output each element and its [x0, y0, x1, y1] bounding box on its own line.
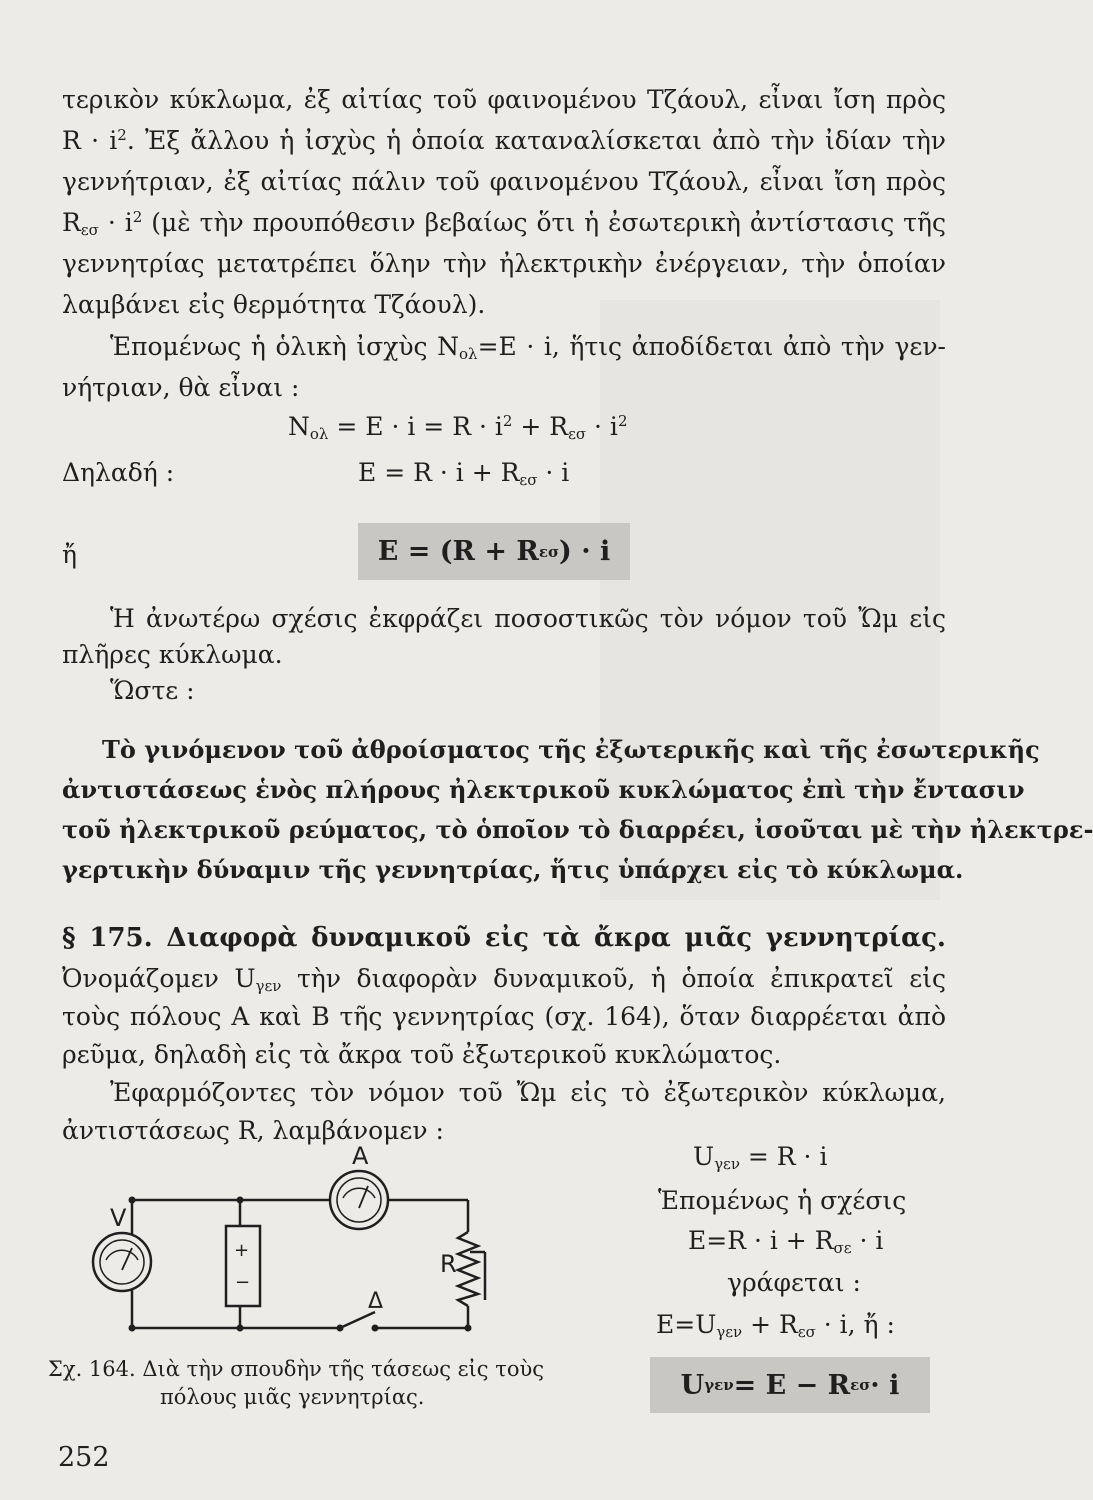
law-line3: τοῦ ἠλεκτρικοῦ ρεύματος, τὸ ὁποῖον τὸ διαρρέει, ἰσοῦται μὲ τὴν ἠλεκτρε- — [62, 815, 1093, 844]
law-line4: γερτικὴν δύναμιν τῆς γεννητρίας, ἥτις ὑπάρχει εἰς τὸ κύκλωμα. — [62, 855, 964, 884]
right-text-2: γράφεται : — [727, 1268, 861, 1297]
para1-line4: $R_{\varepsilon\sigma} \cdot i^2$ (μὲ τὴν προυπόθεσιν βεβαίως ὅτι ἡ ἐσωτερικὴ ἀντίστασις τῆς — [62, 208, 946, 239]
law-line2: ἀντιστάσεως ἑνὸς πλήρους ἠλεκτρικοῦ κυκλώματος ἐπὶ τὴν ἔντασιν — [62, 775, 1025, 804]
power-equation: $N_{o\lambda} = E \cdot i = R \cdot i^2 + R_{\varepsilon\sigma} \cdot i^2$ — [288, 412, 628, 443]
para2-line1: Ἑπομένως ἡ ὁλικὴ ἰσχὺς $N_{o\lambda}=E \cdot i$, ἥτις ἀποδίδεται ἀπὸ τὴν γεν- — [110, 332, 946, 363]
section-line2: τοὺς πόλους A καὶ B τῆς γεννητρίας (σχ. 164), ὅταν διαρρέεται ἀπὸ — [62, 1002, 946, 1031]
switch-blade — [340, 1312, 375, 1328]
para1-line3: γεννήτριαν, ἐξ αἰτίας πάλιν τοῦ φαινομένου Τζάουλ, εἶναι ἴση πρὸς — [62, 167, 946, 196]
section-line5: ἀντιστάσεως R, λαμβάνομεν : — [62, 1116, 444, 1145]
terminal-voltage-boxed-equation: U γεν = E − R εσ · i — [650, 1357, 930, 1413]
generator-box — [226, 1226, 260, 1306]
ammeter — [330, 1171, 388, 1229]
terminal-voltage-equation: $U_{\gamma\varepsilon\nu} = R \cdot i$ — [693, 1142, 828, 1173]
figure-caption-line1: Σχ. 164. Διὰ τὴν σπουδὴν τῆς τάσεως εἰς τοὺς — [48, 1357, 545, 1381]
eq3-label: ἤ — [62, 540, 77, 569]
section-heading: § 175. Διαφορὰ δυναμικοῦ εἰς τὰ ἄκρα μιᾶς γεννητρίας. — [62, 923, 946, 953]
section-line4: Ἐφαρμόζοντες τὸν νόμον τοῦ Ὤμ εἰς τὸ ἐξωτερικὸν κύκλωμα, — [110, 1078, 946, 1107]
para3-line1: Ἡ ἀνωτέρω σχέσις ἐκφράζει ποσοστικῶς τὸν νόμον τοῦ Ὤμ εἰς — [110, 604, 946, 633]
section-line1: Ὀνομάζομεν $U_{\gamma\varepsilon\nu}$ τὴν διαφορὰν δυναμικοῦ, ἡ ὁποία ἐπικρατεῖ εἰς — [62, 964, 947, 995]
para1-line5: γεννητρίας μετατρέπει ὅλην τὴν ἠλεκτρικὴν ἐνέργειαν, τὴν ὁποίαν — [62, 249, 946, 278]
emf-equation: $E = R \cdot i + R_{\varepsilon\sigma} \cdot i$ — [358, 458, 570, 489]
plus-terminal: + — [234, 1240, 250, 1261]
ohm-law-boxed-equation: E = (R + R εσ ) · i — [358, 523, 630, 580]
page-number: 252 — [58, 1442, 110, 1473]
switch-label: Δ — [368, 1289, 384, 1314]
para1-line2: $R \cdot i^2$. Ἐξ ἄλλου ἡ ἰσχὺς ἡ ὁποία καταναλίσκεται ἀπὸ τὴν ἰδίαν τὴν — [62, 126, 946, 155]
para2-line2: νήτριαν, θὰ εἶναι : — [62, 373, 300, 402]
voltmeter — [93, 1233, 151, 1291]
resistor-zigzag — [458, 1232, 478, 1306]
ammeter-label: A — [352, 1142, 369, 1170]
eq2-label: Δηλαδή : — [62, 458, 175, 487]
para1-line6: λαμβάνει εἰς θερμότητα Τζάουλ). — [62, 290, 486, 319]
para1-line1: τερικὸν κύκλωμα, ἐξ αἰτίας τοῦ φαινομένου Τζάουλ, εἶναι ἴση πρὸς — [62, 85, 946, 114]
right-text-1: Ἑπομένως ἡ σχέσις — [658, 1186, 907, 1215]
law-line1: Τὸ γινόμενον τοῦ ἀθροίσματος τῆς ἐξωτερικῆς καὶ τῆς ἐσωτερικῆς — [102, 735, 1040, 764]
right-equation-2: $E=R \cdot i + R_{\sigma\varepsilon} \cdot i$ — [688, 1226, 884, 1257]
resistor-label: R — [440, 1250, 457, 1278]
circuit-diagram — [90, 1140, 510, 1350]
figure-caption-line2: πόλους μιᾶς γεννητρίας. — [160, 1385, 425, 1409]
para3-line3: Ὥστε : — [110, 676, 195, 705]
right-equation-3: $E=U_{\gamma\varepsilon\nu} + R_{\varepsilon\sigma} \cdot i$, ἤ : — [656, 1310, 895, 1341]
voltmeter-label: V — [110, 1204, 127, 1232]
section-line3: ρεῦμα, δηλαδὴ εἰς τὰ ἄκρα τοῦ ἐξωτερικοῦ κυκλώματος. — [62, 1040, 782, 1069]
para3-line2: πλῆρες κύκλωμα. — [62, 640, 283, 669]
minus-terminal: − — [235, 1272, 251, 1293]
